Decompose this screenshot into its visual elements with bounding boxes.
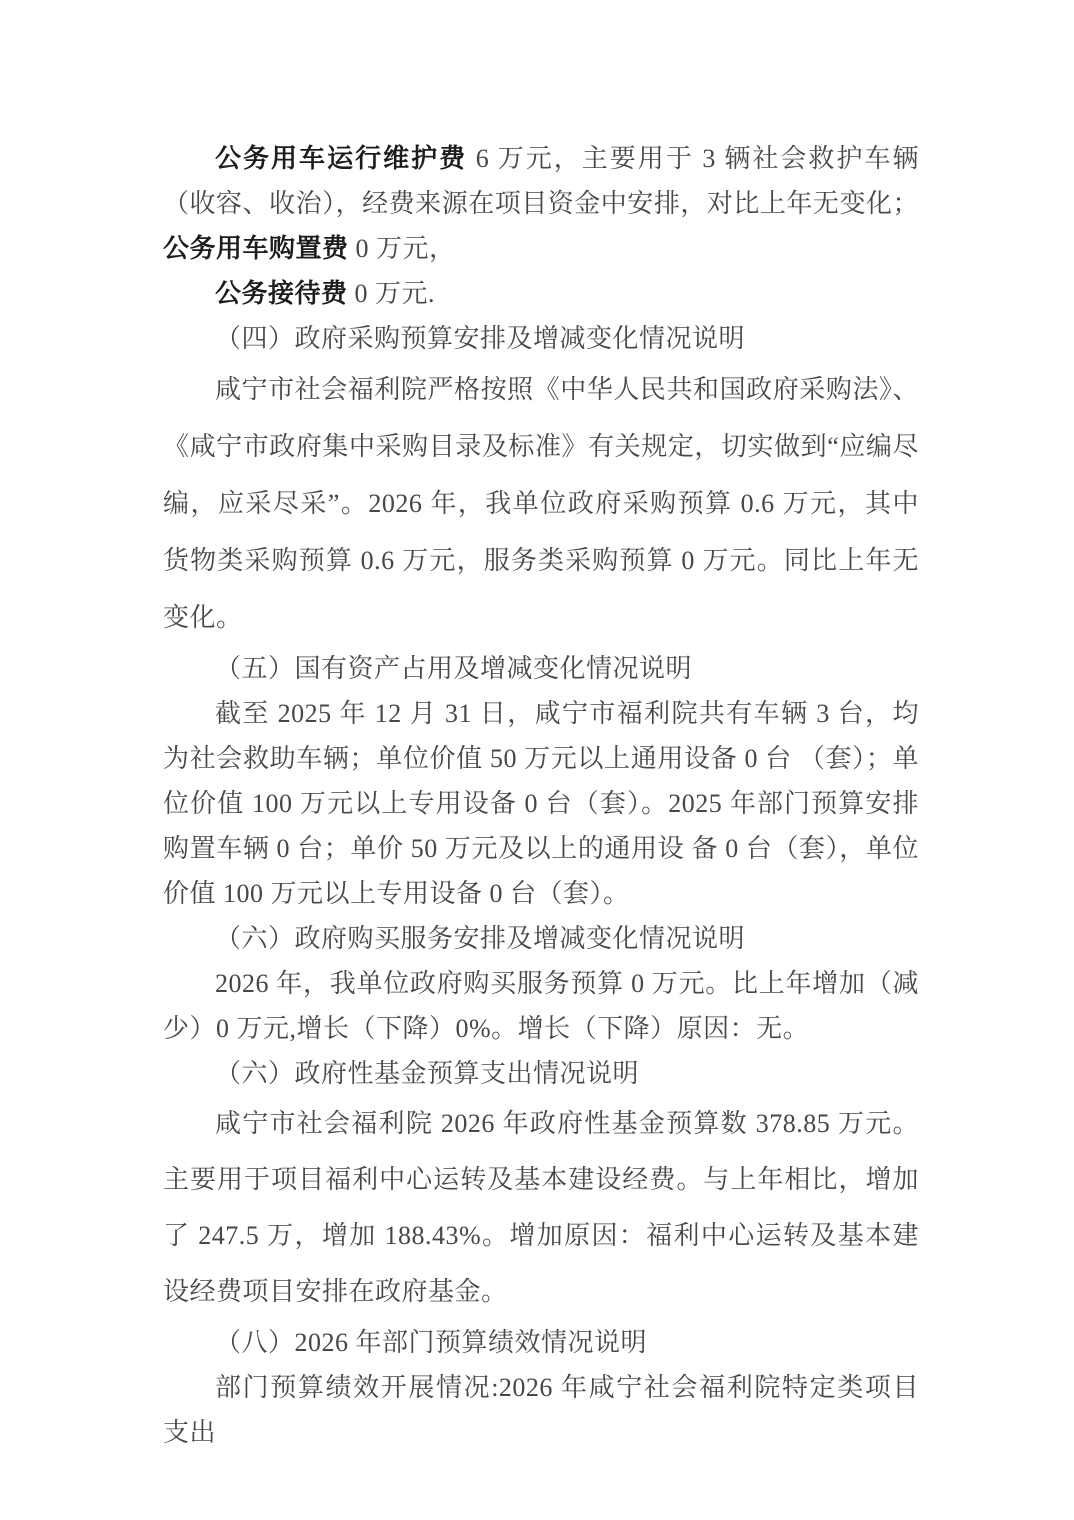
para-service-purchase — [163, 961, 919, 1051]
text-run: 6 万元，主要用于 3 辆社会救护车辆（收容、收治），经费来源在项目资金中安排，对比上年无变化； — [163, 144, 919, 218]
text-run: （六）政府性基金预算支出情况说明 — [215, 1059, 640, 1088]
text-run: （四）政府采购预算安排及增减变化情况说明 — [215, 324, 746, 353]
para-official-reception-fee — [163, 271, 919, 316]
heading-section-6-service-purchase — [163, 916, 919, 961]
text-run: （六）政府购买服务安排及增减变化情况说明 — [215, 924, 746, 953]
para-state-assets — [163, 691, 919, 916]
para-government-fund — [163, 1096, 919, 1320]
bold-run: 公务接待费 — [215, 279, 348, 308]
text-run: 咸宁市社会福利院严格按照《中华人民共和国政府采购法》、《咸宁市政府集中采购目录及标准》有关规定，切实做到“应编尽编，应采尽采”。2026 年，我单位政府采购预算 0.6 万元，其中货物类采购预算 0.6 万元，服务类采购预算 0 万元。同比上年无变化。 — [163, 375, 919, 632]
heading-section-8 — [163, 1320, 919, 1365]
para-budget-performance — [163, 1365, 919, 1455]
bold-run: 公务用车购置费 — [163, 234, 349, 263]
heading-section-6-government-fund — [163, 1051, 919, 1096]
text-run: 0 万元， — [348, 234, 456, 263]
text-run: （八）2026 年部门预算绩效情况说明 — [215, 1328, 648, 1357]
para-official-vehicle-fees — [163, 136, 919, 271]
text-run: （五）国有资产占用及增减变化情况说明 — [215, 654, 693, 683]
text-run: 0 万元. — [347, 279, 436, 308]
bold-run: 公务用车运行维护费 — [215, 144, 468, 173]
text-run: 部门预算绩效开展情况:2026 年咸宁社会福利院特定类项目支出 — [163, 1373, 919, 1447]
heading-section-4 — [163, 316, 919, 361]
heading-section-5 — [163, 646, 919, 691]
text-run: 2026 年，我单位政府购买服务预算 0 万元。比上年增加（减少）0 万元,增长（下降）0%。增长（下降）原因：无。 — [163, 969, 919, 1043]
text-run: 截至 2025 年 12 月 31 日，咸宁市福利院共有车辆 3 台，均为社会救助车辆；单位价值 50 万元以上通用设备 0 台 （套）；单位价值 100 万元以上专用设备 0 台（套）。2025 年部门预算安排购置车辆 0 台；单价 50 万元及以上的通用设 备 0 台（套），单位价值 100 万元以上专用设备 0 台（套）。 — [163, 699, 919, 908]
text-run: 咸宁市社会福利院 2026 年政府性基金预算数 378.85 万元。主要用于项目福利中心运转及基本建设经费。与上年相比，增加了 247.5 万，增加 188.43%。增加原因：福利中心运转及基本建设经费项目安排在政府基金。 — [163, 1109, 919, 1306]
para-government-procurement — [163, 361, 919, 646]
document-content — [163, 136, 919, 1455]
